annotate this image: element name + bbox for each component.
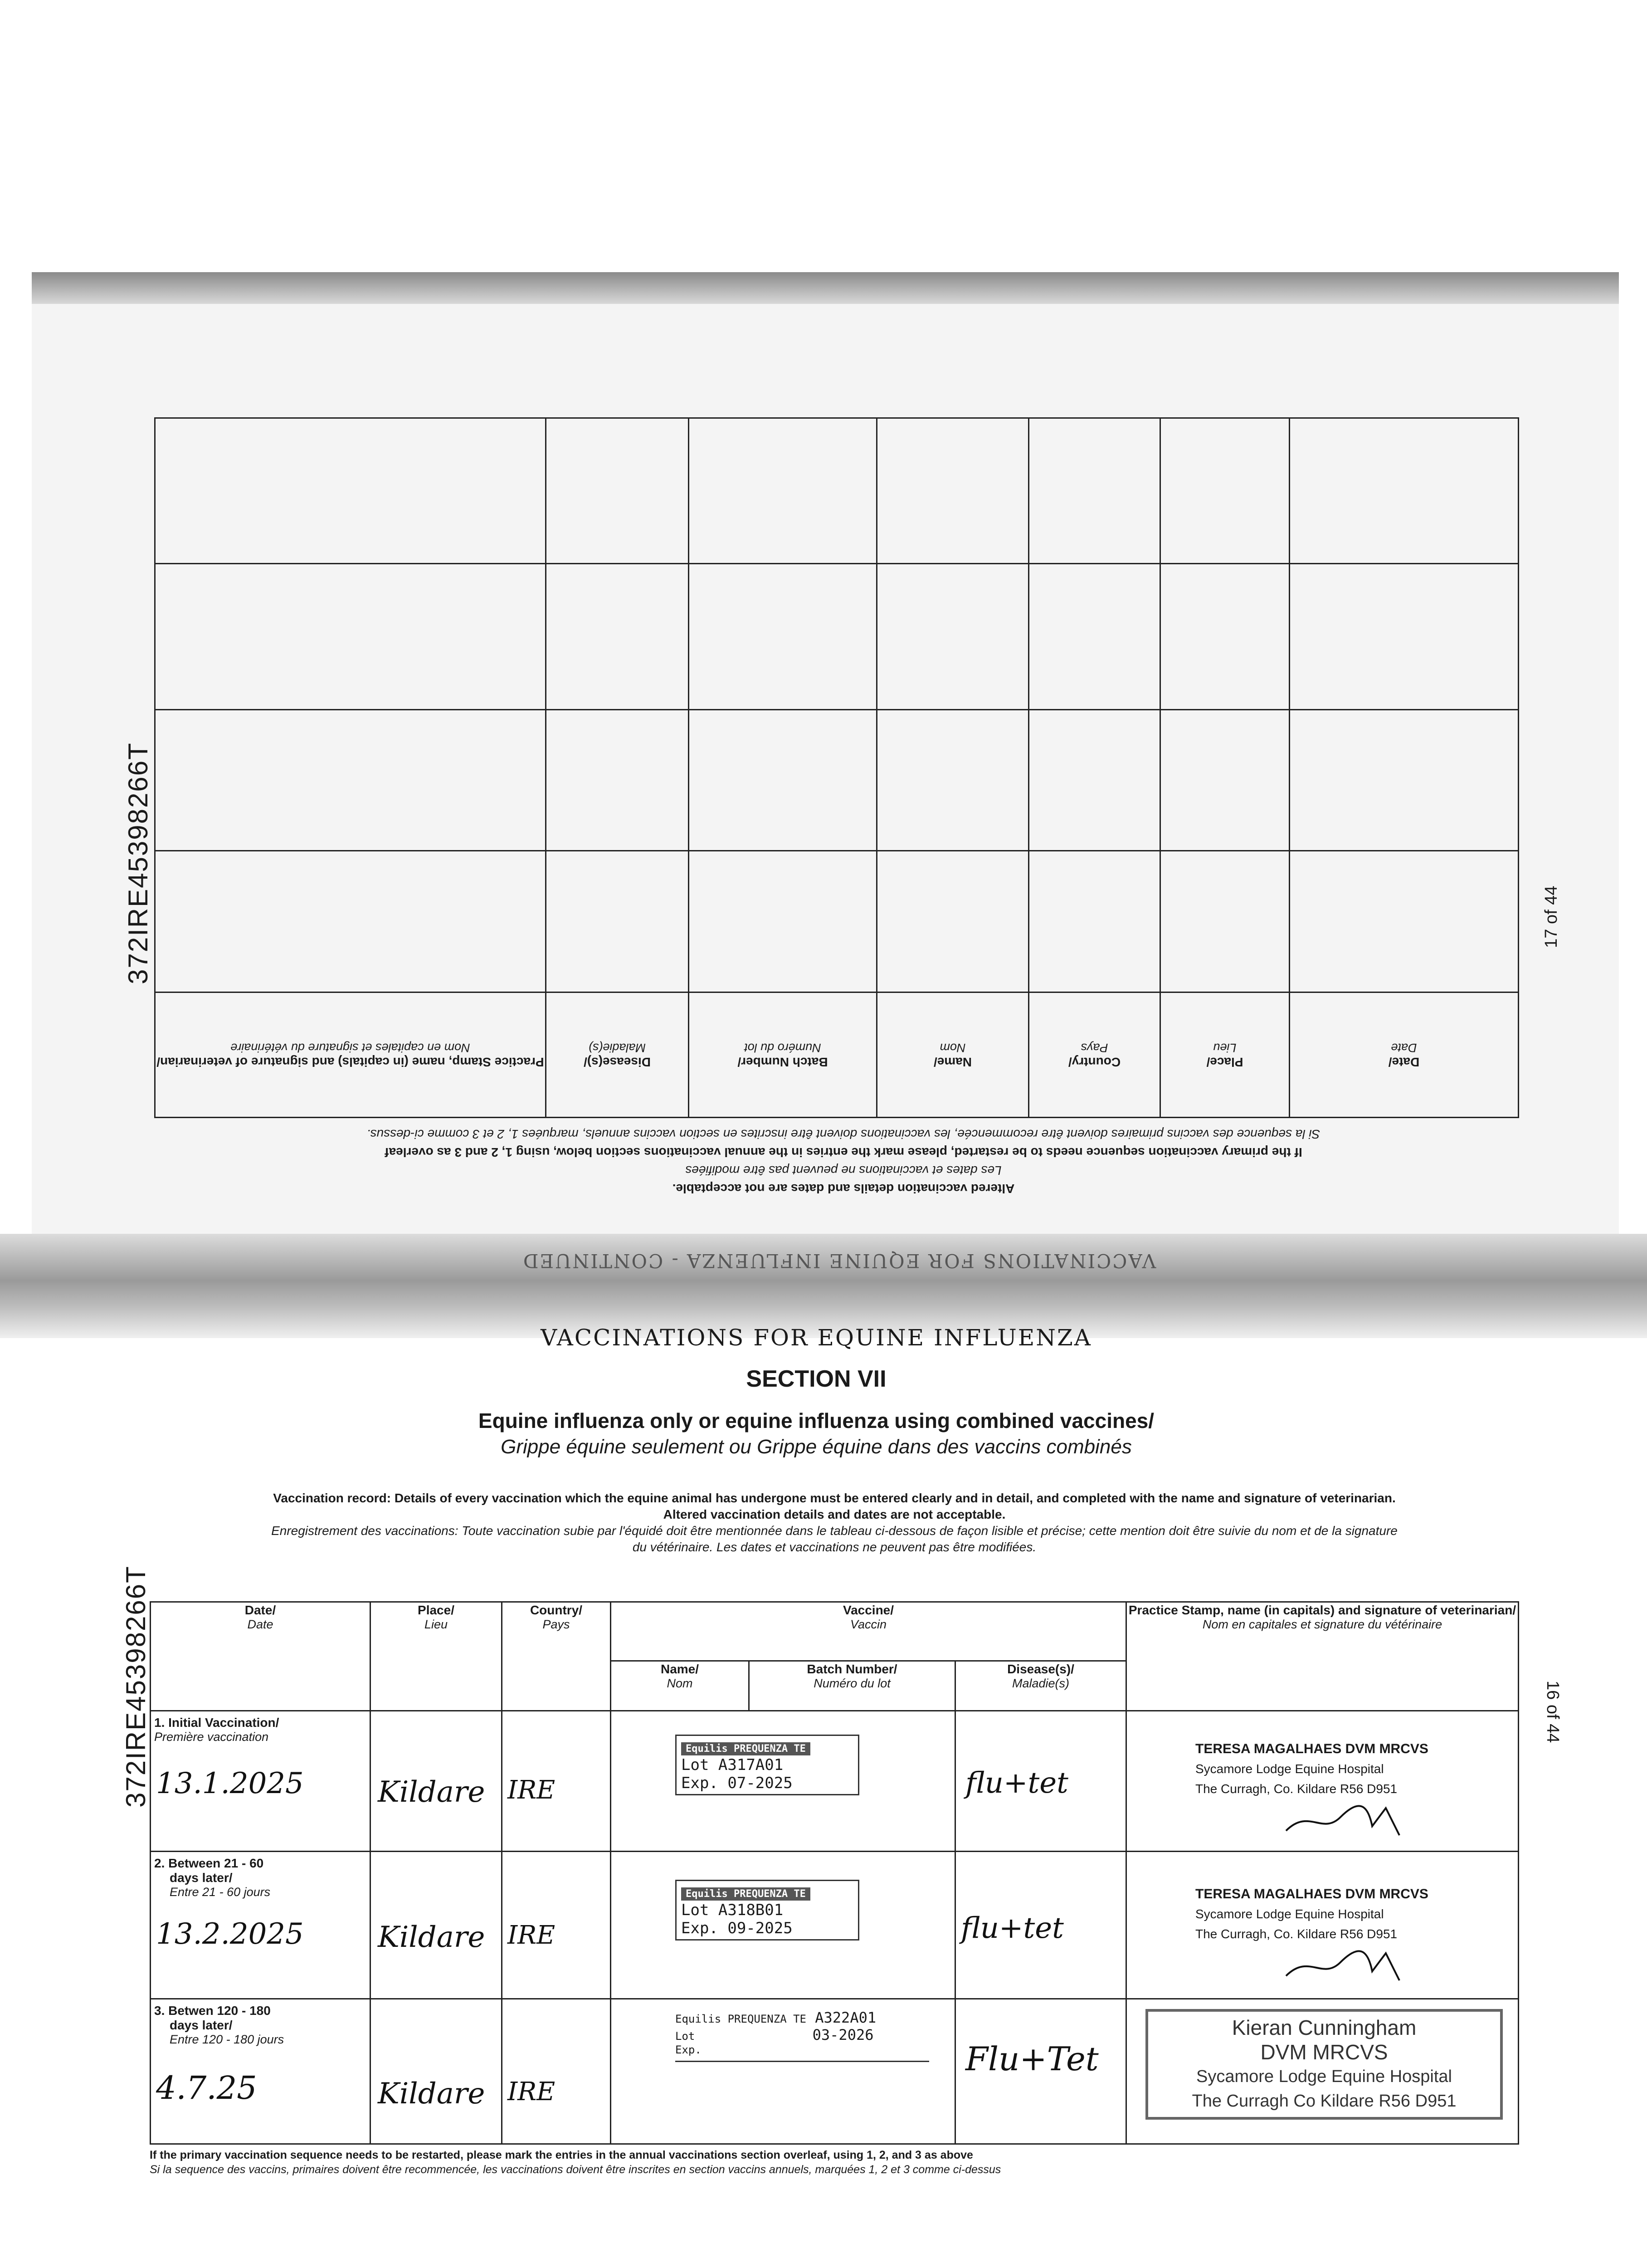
- header-date: Date/ Date: [151, 1602, 370, 1711]
- row2-vet-clinic: Sycamore Lodge Equine Hospital: [1195, 1907, 1384, 1921]
- row2-exp-label: Exp.: [681, 1919, 718, 1937]
- row1-place: Kildare: [378, 1775, 485, 1809]
- record-english-2: Altered vaccination details and dates are not acceptable.: [663, 1507, 1006, 1521]
- lower-serial-number: 372IRE45398266T: [121, 1565, 151, 1808]
- row3-place-cell: [370, 1999, 502, 2144]
- row2-vaccine-cell: [611, 1852, 955, 1999]
- row3-lot: A322A01: [815, 2009, 877, 2026]
- row3-disease-cell: [955, 1999, 1126, 2144]
- row2-place-cell: [370, 1852, 502, 1999]
- header-disease: Disease(s)/ Maladie(s): [955, 1661, 1126, 1711]
- row2-date-cell: [151, 1852, 370, 1999]
- row3-vet-name: Kieran Cunningham: [1232, 2016, 1417, 2039]
- row2-stamp-cell: [1126, 1852, 1519, 1999]
- upper-page-number: 17 of 44: [1542, 885, 1561, 948]
- section-number: SECTION VII: [746, 1366, 887, 1392]
- row2-disease: flu+tet: [961, 1911, 1064, 1945]
- row1-vet-address: The Curragh, Co. Kildare R56 D951: [1195, 1782, 1398, 1796]
- upper-header-disease: Disease(s)/ Maladie(s): [546, 992, 689, 1117]
- row1-exp: 07-2025: [727, 1774, 793, 1792]
- row3-vaccine-cell: [611, 1999, 955, 2144]
- table-row: [151, 1711, 1519, 1852]
- row1-lot: A317A01: [718, 1756, 784, 1774]
- row2-place: Kildare: [378, 1921, 485, 1954]
- row2-disease-cell: [955, 1852, 1126, 1999]
- upper-header-strip: VACCINATIONS FOR EQUINE INFLUENZA - CONTINUED: [521, 1250, 1156, 1272]
- row3-label-fr2: Entre 120 - 180 jours: [170, 2033, 284, 2046]
- header-vaccine-name: Name/ Nom: [611, 1661, 749, 1711]
- upper-header-stamp: Practice Stamp, name (in capitals) and signature of veterinarian/ Nom en capitales et signature du vétérinaire: [155, 992, 546, 1117]
- footer-english: If the primary vaccination sequence needs to be restarted, please mark the entries in the annual vaccinations section overleaf, using 1, 2, and 3 as above: [150, 2149, 973, 2161]
- row1-date-cell: [151, 1711, 370, 1852]
- row3-label-fr: days later/: [170, 2018, 233, 2032]
- row2-date: 13.2.2025: [156, 1917, 304, 1951]
- record-english: Vaccination record: Details of every vaccination which the equine animal has undergone must be entered clearly and in detail, and completed with the name and signature of veterinarian.: [273, 1491, 1396, 1505]
- subtitle-french: Grippe équine seulement ou Grippe équine dans des vaccins combinés: [501, 1436, 1132, 1458]
- subtitle-english: Equine influenza only or equine influenza using combined vaccines/: [478, 1409, 1155, 1432]
- row2-vaccine-sticker: [675, 1880, 859, 1941]
- row1-country-cell: [502, 1711, 611, 1852]
- footer-french: Si la sequence des vaccins, primaires doivent être recommencée, les vaccinations doivent être inscrites en section vaccins annuels, marquées 1, 2 et 3 comme ci-dessus: [150, 2163, 1001, 2176]
- row2-vet-name: TERESA MAGALHAES DVM MRCVS: [1195, 1887, 1428, 1901]
- upper-serial-number: 372IRE45398266T: [123, 742, 153, 984]
- header-place: Place/ Lieu: [370, 1602, 502, 1711]
- row1-lot-label: Lot: [681, 1756, 709, 1774]
- row3-country: IRE: [507, 2077, 555, 2107]
- upper-header-name: Name/ Nom: [877, 992, 1029, 1117]
- row1-disease: flu+tet: [965, 1766, 1068, 1800]
- header-country: Country/ Pays: [502, 1602, 611, 1711]
- row1-vet-clinic: Sycamore Lodge Equine Hospital: [1195, 1762, 1384, 1776]
- upper-note-3: If the primary vaccination sequence needs to be restarted, please mark the entries in the annual vaccinations section below, using 1, 2 and 3 as overleaf: [385, 1145, 1302, 1159]
- row2-country: IRE: [507, 1921, 555, 1950]
- row3-vet-clinic: DVM MRCVS: [1260, 2040, 1388, 2064]
- lower-page-number: 16 of 44: [1543, 1681, 1562, 1743]
- row2-vaccine-tag: Equilis PREQUENZA TE: [681, 1887, 810, 1901]
- row2-lot-label: Lot: [681, 1901, 709, 1919]
- upper-header-date: Date/ Date: [1290, 992, 1519, 1117]
- row1-place-cell: [370, 1711, 502, 1852]
- row3-place: Kildare: [378, 2077, 485, 2111]
- footer-notes: [150, 2148, 1519, 2177]
- record-french-2: du vétérinaire. Les dates et vaccinations ne peuvent pas être modifiées.: [632, 1540, 1037, 1554]
- row1-country: IRE: [507, 1775, 555, 1805]
- row3-stamp-cell: [1126, 1999, 1519, 2144]
- row3-vet-address2: The Curragh Co Kildare R56 D951: [1192, 2092, 1457, 2111]
- section-title: VACCINATIONS FOR EQUINE INFLUENZA: [541, 1325, 1092, 1351]
- header-vaccine: Vaccine/ Vaccin: [611, 1602, 1126, 1661]
- row3-date-cell: [151, 1999, 370, 2144]
- row1-label: 1. Initial Vaccination/: [154, 1716, 279, 1730]
- table-row: [151, 1852, 1519, 1999]
- upper-notes: [263, 1125, 1424, 1198]
- row3-vet-stamp: [1145, 2009, 1503, 2120]
- row1-vet-stamp: [1127, 1712, 1517, 1799]
- row3-vet-address: Sycamore Lodge Equine Hospital: [1196, 2067, 1452, 2086]
- row3-date: 4.7.25: [156, 2069, 257, 2107]
- row3-exp-label: Exp.: [675, 2043, 702, 2056]
- row1-exp-label: Exp.: [681, 1774, 718, 1792]
- row3-exp: 03-2026: [812, 2026, 874, 2043]
- upper-header-place: Place/ Lieu: [1160, 992, 1290, 1117]
- row3-country-cell: [502, 1999, 611, 2144]
- row2-label-fr: days later/: [170, 1871, 233, 1885]
- row2-country-cell: [502, 1852, 611, 1999]
- row1-vaccine-sticker: [675, 1735, 859, 1795]
- row2-vet-stamp: [1127, 1853, 1517, 1944]
- row3-vaccine-tag: Equilis PREQUENZA TE: [675, 2013, 806, 2025]
- row3-vaccine-sticker: [675, 2009, 929, 2062]
- row1-label-fr: Première vaccination: [154, 1730, 269, 1744]
- row2-exp: 09-2025: [727, 1919, 793, 1937]
- row1-stamp-cell: [1126, 1711, 1519, 1852]
- upper-note-4: Si la sequence des vaccins primaires doivent être recommencée, les vaccinations doivent être inscrites en section vaccins annuels, marquées 1, 2 et 3 comme ci-dessus.: [366, 1127, 1321, 1141]
- row2-label-fr2: Entre 21 - 60 jours: [170, 1885, 271, 1899]
- row1-vaccine-cell: [611, 1711, 955, 1852]
- row2-vet-address: The Curragh, Co. Kildare R56 D951: [1195, 1927, 1398, 1941]
- row1-vaccine-tag: Equilis PREQUENZA TE: [681, 1742, 810, 1755]
- row3-lot-label: Lot: [675, 2030, 695, 2043]
- row3-label: 3. Betwen 120 - 180: [154, 2004, 271, 2018]
- record-french: Enregistrement des vaccinations: Toute vaccination subie par l'équidé doit être mentionnée dans le tableau ci-dessous de façon lisible et précise; cette mention doit être suivie du nom et de la signature: [271, 1524, 1398, 1538]
- upper-header-batch: Batch Number/ Numéro du lot: [689, 992, 877, 1117]
- upper-page-shadow: [32, 272, 1619, 304]
- row1-vet-name: TERESA MAGALHAES DVM MRCVS: [1195, 1741, 1428, 1756]
- row2-signature: [1282, 1944, 1418, 1985]
- row3-disease: Flu+Tet: [965, 2040, 1099, 2078]
- table-row: [151, 1999, 1519, 2144]
- upper-vaccination-table: [154, 417, 1519, 1118]
- header-stamp: Practice Stamp, name (in capitals) and signature of veterinarian/ Nom en capitales et signature du vétérinaire: [1126, 1602, 1519, 1711]
- header-batch-number: Batch Number/ Numéro du lot: [749, 1661, 955, 1711]
- row2-label: 2. Between 21 - 60: [154, 1856, 264, 1870]
- record-instructions: [150, 1490, 1519, 1555]
- upper-note-2: Les dates et vaccinations ne peuvent pas être modifiées: [685, 1163, 1002, 1178]
- row1-signature: [1282, 1799, 1418, 1840]
- lower-vaccination-table: [150, 1601, 1519, 2143]
- row1-date: 13.1.2025: [156, 1767, 304, 1800]
- upper-header-country: Country/ Pays: [1029, 992, 1160, 1117]
- row1-disease-cell: [955, 1711, 1126, 1852]
- upper-note-1: Altered vaccination details and dates are not acceptable.: [672, 1182, 1015, 1196]
- row2-lot: A318B01: [718, 1901, 784, 1919]
